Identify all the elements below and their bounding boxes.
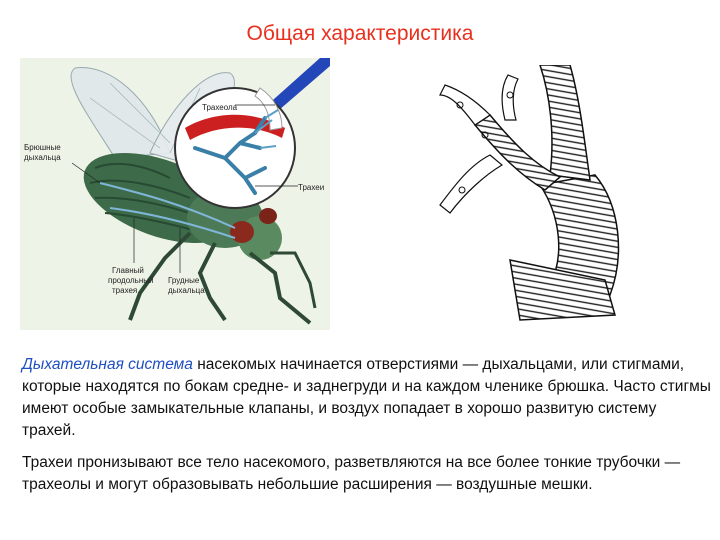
insect-figure <box>20 58 330 330</box>
label-main-trunk-3: трахея <box>112 286 138 295</box>
label-main-trunk-2: продольный <box>108 276 154 285</box>
paragraph-tracheae: Трахеи пронизывают все тело насекомого, разветвляются на все более тонкие трубочки — трахеолы и могут образовывать небольшие расширения — воздушные мешки. <box>22 454 681 493</box>
page-title: Общая характеристика <box>246 22 474 45</box>
label-trachea: Трахеи <box>298 183 325 192</box>
label-abdominal-spiracles-2: дыхальца <box>24 153 61 162</box>
trachea-drawing <box>430 65 630 330</box>
label-thoracic-spiracles: Грудные <box>168 276 200 285</box>
label-abdominal-spiracles: Брюшные <box>24 143 61 152</box>
paragraph-1-text: насекомых начинается отверстиями — дыхальцами, или стигмами, которые находятся по бокам средне- и заднегруди и на каждом членике брюшка. Часто стигмы имеют особые замыкательные клапаны, и воздух попадает в хорошо развитую систему трахей. <box>22 356 711 439</box>
label-main-trunk: Главный <box>112 266 144 275</box>
label-tracheole: Трахеола <box>202 103 238 112</box>
paragraph-respiratory-system <box>22 354 712 442</box>
label-thoracic-spiracles-2: дыхальца <box>168 286 205 295</box>
term-respiratory-system: Дыхательная система <box>22 356 193 373</box>
